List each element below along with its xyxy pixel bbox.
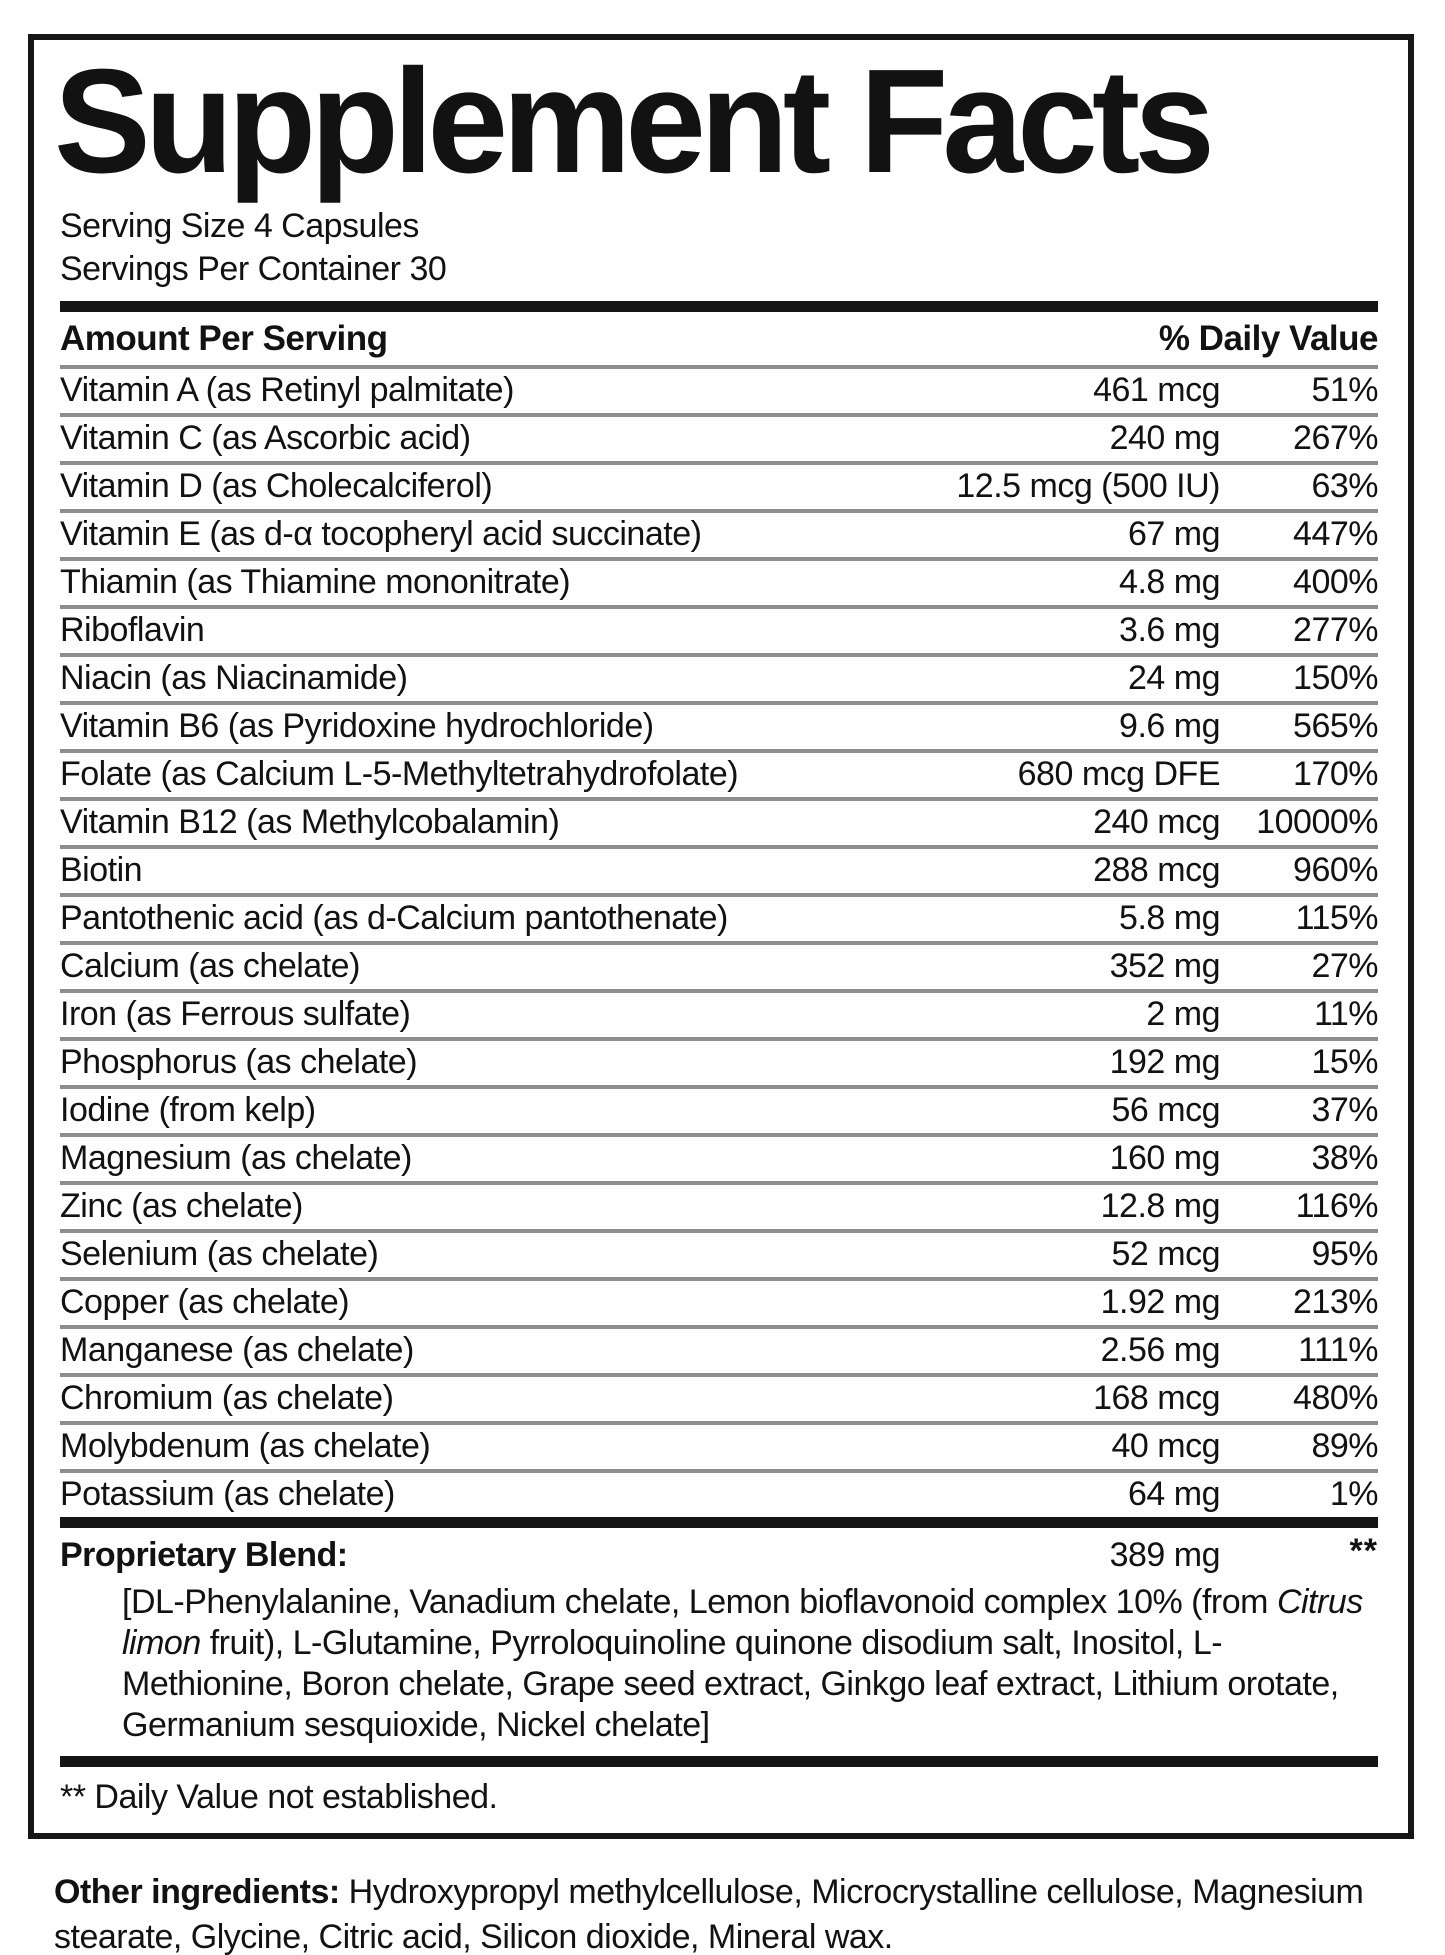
blend-description-post: fruit), L-Glutamine, Pyrroloquinoline quinone disodium salt, Inositol, L-Methionine, Boron chelate, Grape seed extract, Ginkgo leaf extract, Lithium orotate, Germanium sesquioxide, Nickel chelate] (122, 1623, 1339, 1744)
nutrient-daily-value: 400% (1293, 562, 1378, 601)
nutrient-amount: 64 mg (1128, 1474, 1220, 1513)
nutrient-name: Folate (as Calcium L-5-Methyltetrahydrofolate) (60, 754, 739, 793)
thick-divider-top (60, 301, 1378, 312)
nutrient-daily-value: 267% (1293, 418, 1378, 457)
nutrient-amount: 240 mg (1109, 418, 1220, 457)
nutrient-amount: 5.8 mg (1119, 898, 1220, 937)
nutrient-amount: 4.8 mg (1119, 562, 1220, 601)
nutrient-name: Vitamin E (as d-α tocopheryl acid succinate) (60, 514, 702, 553)
nutrient-name: Phosphorus (as chelate) (60, 1042, 418, 1081)
nutrient-amount: 12.8 mg (1100, 1186, 1220, 1225)
nutrient-amount: 192 mg (1109, 1042, 1220, 1081)
nutrient-amount: 352 mg (1109, 946, 1220, 985)
nutrient-amount: 240 mcg (1093, 802, 1220, 841)
citrus-limon-italic: Citrus limon (122, 1582, 1363, 1662)
table-row (60, 797, 1378, 845)
nutrient-amount: 12.5 mcg (500 IU) (956, 466, 1220, 505)
nutrient-name: Biotin (60, 850, 143, 889)
nutrient-name: Vitamin D (as Cholecalciferol) (60, 466, 493, 505)
nutrient-daily-value: 447% (1293, 514, 1378, 553)
servings-per-container: Servings Per Container 30 (60, 249, 447, 288)
nutrient-amount: 2 mg (1146, 994, 1220, 1033)
table-row (60, 1469, 1378, 1517)
nutrient-daily-value: 51% (1311, 370, 1378, 409)
table-row (60, 509, 1378, 557)
table-row (60, 461, 1378, 509)
nutrient-name: Vitamin C (as Ascorbic acid) (60, 418, 471, 457)
table-row (60, 1037, 1378, 1085)
table-row (60, 1277, 1378, 1325)
nutrient-daily-value: 277% (1293, 610, 1378, 649)
other-ingredients-label: Other ingredients: (54, 1873, 340, 1911)
nutrient-amount: 461 mcg (1093, 370, 1220, 409)
proprietary-blend-label: Proprietary Blend: (60, 1535, 348, 1574)
other-ingredients-text: Hydroxypropyl methylcellulose, Microcrystalline cellulose, Magnesium stearate, Glycine, Citric acid, Silicon dioxide, Mineral wax. (54, 1873, 1364, 1955)
table-header-row (60, 312, 1378, 365)
supplement-facts-panel (28, 34, 1414, 1839)
nutrient-daily-value: 960% (1293, 850, 1378, 889)
nutrient-daily-value: 15% (1311, 1042, 1378, 1081)
nutrient-name: Riboflavin (60, 610, 205, 649)
proprietary-blend-amount: 389 mg (1109, 1535, 1220, 1574)
proprietary-blend-description (60, 1578, 1378, 1756)
table-row (60, 413, 1378, 461)
table-row (60, 1133, 1378, 1181)
nutrient-amount: 2.56 mg (1100, 1330, 1220, 1369)
nutrient-daily-value: 89% (1311, 1426, 1378, 1465)
nutrient-amount: 288 mcg (1093, 850, 1220, 889)
nutrient-name: Vitamin B12 (as Methylcobalamin) (60, 802, 560, 841)
nutrient-name: Thiamin (as Thiamine mononitrate) (60, 562, 571, 601)
nutrient-daily-value: 1% (1329, 1474, 1378, 1513)
nutrient-daily-value: 115% (1295, 898, 1378, 937)
table-row (60, 1421, 1378, 1469)
serving-size: Serving Size 4 Capsules (60, 206, 419, 245)
nutrient-daily-value: 213% (1293, 1282, 1378, 1321)
nutrient-daily-value: 480% (1293, 1378, 1378, 1417)
nutrient-name: Iodine (from kelp) (60, 1090, 316, 1129)
nutrient-name: Zinc (as chelate) (60, 1186, 303, 1225)
table-row (60, 941, 1378, 989)
nutrient-name: Magnesium (as chelate) (60, 1138, 412, 1177)
table-row (60, 701, 1378, 749)
nutrient-amount: 56 mcg (1111, 1090, 1220, 1129)
nutrient-amount: 24 mg (1128, 658, 1220, 697)
proprietary-blend-row (60, 1528, 1378, 1578)
nutrient-name: Copper (as chelate) (60, 1282, 350, 1321)
nutrient-name: Pantothenic acid (as d-Calcium pantothenate) (60, 898, 728, 937)
daily-value-footnote: ** Daily Value not established. (60, 1777, 498, 1816)
nutrient-daily-value: 150% (1293, 658, 1378, 697)
panel-title: Supplement Facts (54, 39, 1210, 204)
table-row (60, 845, 1378, 893)
nutrient-name: Selenium (as chelate) (60, 1234, 379, 1273)
nutrient-daily-value: 116% (1295, 1186, 1378, 1225)
nutrient-amount: 160 mg (1109, 1138, 1220, 1177)
nutrient-name: Vitamin B6 (as Pyridoxine hydrochloride) (60, 706, 654, 745)
thick-divider-footnote (60, 1756, 1378, 1767)
thick-divider-blend (60, 1517, 1378, 1528)
nutrient-daily-value: 10000% (1256, 802, 1378, 841)
nutrient-daily-value: 11% (1313, 994, 1378, 1033)
nutrient-name: Niacin (as Niacinamide) (60, 658, 408, 697)
nutrient-name: Potassium (as chelate) (60, 1474, 395, 1513)
proprietary-blend-dv-stars: ** (1349, 1531, 1378, 1570)
table-row (60, 1373, 1378, 1421)
table-row (60, 1325, 1378, 1373)
nutrient-name: Vitamin A (as Retinyl palmitate) (60, 370, 514, 409)
serving-info (60, 205, 1378, 291)
nutrient-amount: 9.6 mg (1119, 706, 1220, 745)
table-row (60, 557, 1378, 605)
nutrient-daily-value: 27% (1311, 946, 1378, 985)
nutrient-daily-value: 38% (1311, 1138, 1378, 1177)
nutrient-daily-value: 111% (1298, 1330, 1378, 1369)
nutrient-amount: 680 mcg DFE (1017, 754, 1220, 793)
table-row (60, 653, 1378, 701)
nutrient-daily-value: 565% (1293, 706, 1378, 745)
nutrient-name: Calcium (as chelate) (60, 946, 360, 985)
table-row (60, 1181, 1378, 1229)
nutrient-daily-value: 95% (1311, 1234, 1378, 1273)
nutrient-rows (60, 365, 1378, 1517)
nutrient-amount: 52 mcg (1111, 1234, 1220, 1273)
nutrient-name: Chromium (as chelate) (60, 1378, 394, 1417)
nutrient-amount: 67 mg (1128, 514, 1220, 553)
nutrient-name: Iron (as Ferrous sulfate) (60, 994, 411, 1033)
other-ingredients (54, 1870, 1399, 1955)
nutrient-daily-value: 170% (1293, 754, 1378, 793)
table-row (60, 893, 1378, 941)
nutrient-amount: 168 mcg (1093, 1378, 1220, 1417)
table-row (60, 749, 1378, 797)
nutrient-amount: 40 mcg (1111, 1426, 1220, 1465)
amount-per-serving-header: Amount Per Serving (60, 318, 388, 358)
blend-description-pre: [DL-Phenylalanine, Vanadium chelate, Lemon bioflavonoid complex 10% (from (122, 1582, 1277, 1621)
table-row (60, 1085, 1378, 1133)
nutrient-name: Manganese (as chelate) (60, 1330, 414, 1369)
nutrient-amount: 1.92 mg (1100, 1282, 1220, 1321)
nutrient-name: Molybdenum (as chelate) (60, 1426, 431, 1465)
table-row (60, 605, 1378, 653)
table-row (60, 1229, 1378, 1277)
table-row (60, 365, 1378, 413)
daily-value-header: % Daily Value (1158, 318, 1378, 358)
nutrient-daily-value: 37% (1311, 1090, 1378, 1129)
nutrient-daily-value: 63% (1311, 466, 1378, 505)
table-row (60, 989, 1378, 1037)
nutrient-amount: 3.6 mg (1119, 610, 1220, 649)
